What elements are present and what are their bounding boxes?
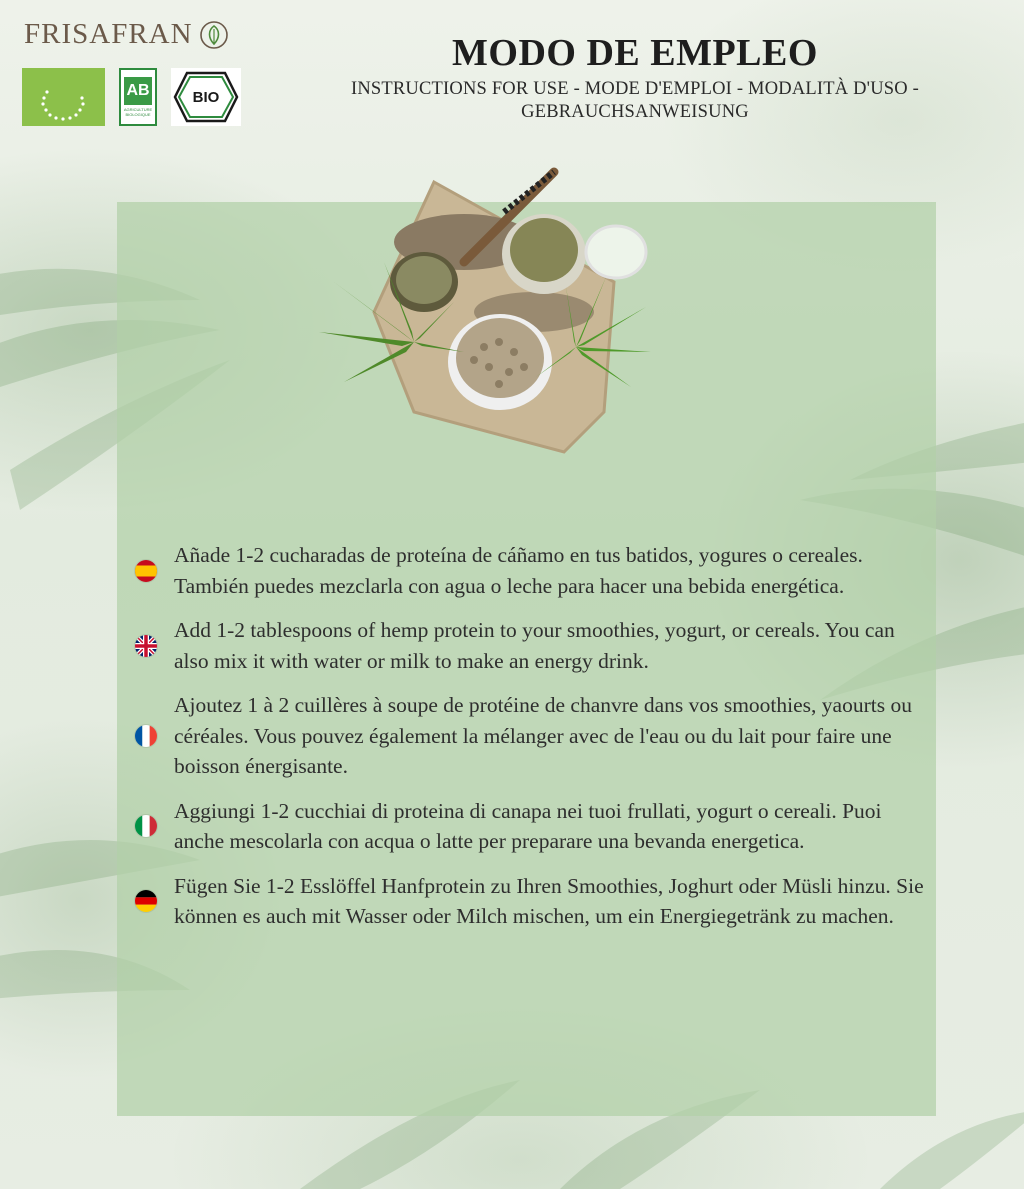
leaf-circle-icon (199, 20, 229, 50)
certification-logos (22, 68, 241, 126)
instruction-it (135, 796, 925, 857)
germany-flag-icon (135, 890, 157, 912)
instruction-de (135, 871, 925, 932)
ab-caption: AGRICULTURE BIOLOGIQUE (123, 107, 153, 117)
bio-logo (171, 68, 241, 126)
instruction-es (135, 540, 925, 601)
ab-logo (119, 68, 157, 126)
instruction-en (135, 615, 925, 676)
instructions-panel (117, 202, 936, 1116)
uk-flag-icon (135, 635, 157, 657)
italy-flag-icon (135, 815, 157, 837)
eu-leaf-stars-icon (22, 68, 105, 126)
page-heading (280, 30, 990, 124)
instruction-text-es: Añade 1-2 cucharadas de proteína de cáñamo en tus batidos, yogures o cereales. También puedes mezclarla con agua o leche para hacer una bebida energética. (174, 543, 863, 598)
instruction-text-de: Fügen Sie 1-2 Esslöffel Hanfprotein zu Ihren Smoothies, Joghurt oder Müsli hinzu. Sie können es auch mit Wasser oder Milch mischen, um ein Energiegetränk zu machen. (174, 873, 924, 928)
page-subtitle-line2: GEBRAUCHSANWEISUNG (521, 102, 749, 122)
ab-mark: AB (124, 77, 152, 105)
instruction-fr (135, 690, 925, 782)
instruction-text-fr: Ajoutez 1 à 2 cuillères à soupe de protéine de chanvre dans vos smoothies, yaourts ou céréales. Vous pouvez également la mélanger avec de l'eau ou du lait pour faire une boisson énergisante. (174, 693, 912, 778)
instructions-list (135, 540, 925, 946)
bio-hexagon-icon (173, 69, 239, 125)
brand-name: FRISAFRAN (24, 18, 193, 50)
bio-label: BIO (192, 89, 220, 106)
page-subtitle-line1: INSTRUCTIONS FOR USE - MODE D'EMPLOI - MODALITÀ D'USO - (350, 79, 920, 99)
brand (24, 18, 229, 51)
eu-organic-logo (22, 68, 105, 126)
instruction-text-en: Add 1-2 tablespoons of hemp protein to your smoothies, yogurt, or cereals. You can also mix it with water or milk to make an energy drink. (174, 618, 895, 673)
page-title: MODO DE EMPLEO (452, 32, 818, 74)
france-flag-icon (135, 725, 157, 747)
hemp-products-image (314, 162, 674, 492)
instruction-text-it: Aggiungi 1-2 cucchiai di proteina di canapa nei tuoi frullati, yogurt o cereali. Puoi anche mescolarla con acqua o latte per preparare una bevanda energetica. (174, 798, 882, 853)
spain-flag-icon (135, 560, 157, 582)
